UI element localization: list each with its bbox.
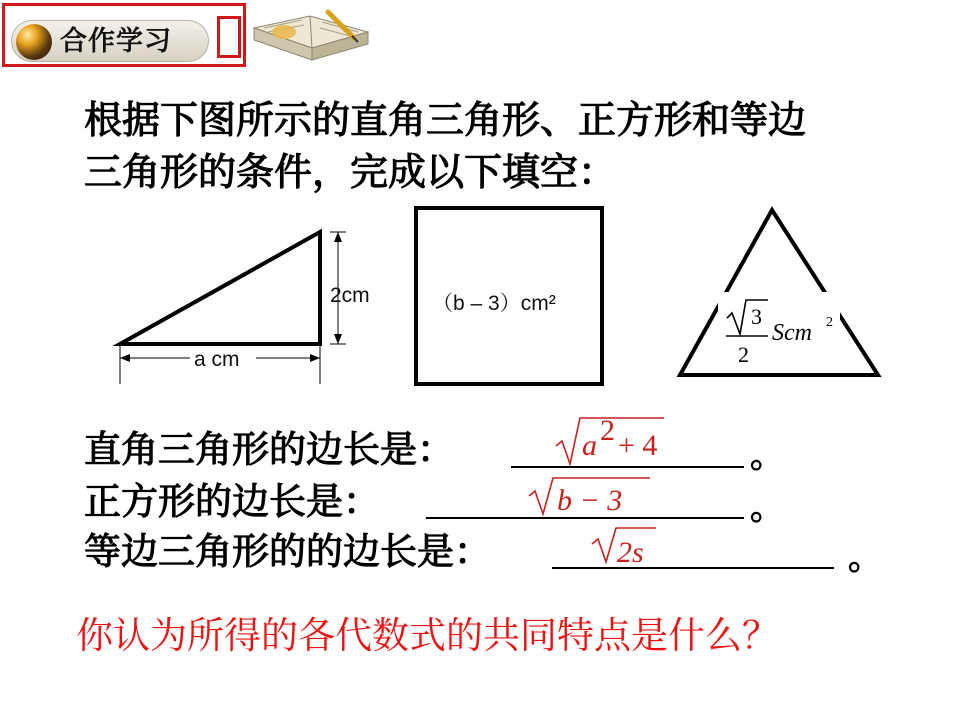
discussion-question: 你认为所得的各代数式的共同特点是什么？ — [76, 614, 779, 657]
answer-3-text: 2s — [617, 536, 644, 569]
answer-1-exponent: 2 — [600, 414, 615, 447]
answer-1-rest: + 4 — [618, 429, 658, 462]
blank-line-1-label: 直角三角形的边长是： — [84, 428, 454, 471]
square-area-label: （b – 3）cm² — [432, 292, 556, 315]
area-variable: Scm — [772, 320, 812, 346]
area-numerator: 3 — [751, 304, 762, 329]
answer-1-base: a — [582, 429, 597, 462]
period-3: 。 — [848, 538, 882, 578]
area-exponent: 2 — [826, 315, 833, 330]
blank-line-3-label: 等边三角形的的边长是： — [84, 530, 491, 573]
section-title: 合作学习 — [60, 26, 172, 57]
answer-1 — [556, 414, 664, 464]
period-1: 。 — [750, 436, 784, 476]
blank-line-2-label: 正方形的边长是： — [84, 480, 380, 523]
answer-2 — [529, 478, 650, 517]
triangle-height-label: 2cm — [330, 284, 370, 307]
area-denominator: 2 — [738, 342, 749, 367]
period-2: 。 — [750, 488, 784, 528]
intro-line-2: 三角形的条件，完成以下填空： — [84, 150, 617, 194]
intro-line-1: 根据下图所示的直角三角形、正方形和等边 — [84, 98, 807, 142]
answer-3 — [592, 528, 656, 569]
answer-2-text: b − 3 — [557, 484, 623, 517]
triangle-base-label: a cm — [194, 348, 240, 371]
